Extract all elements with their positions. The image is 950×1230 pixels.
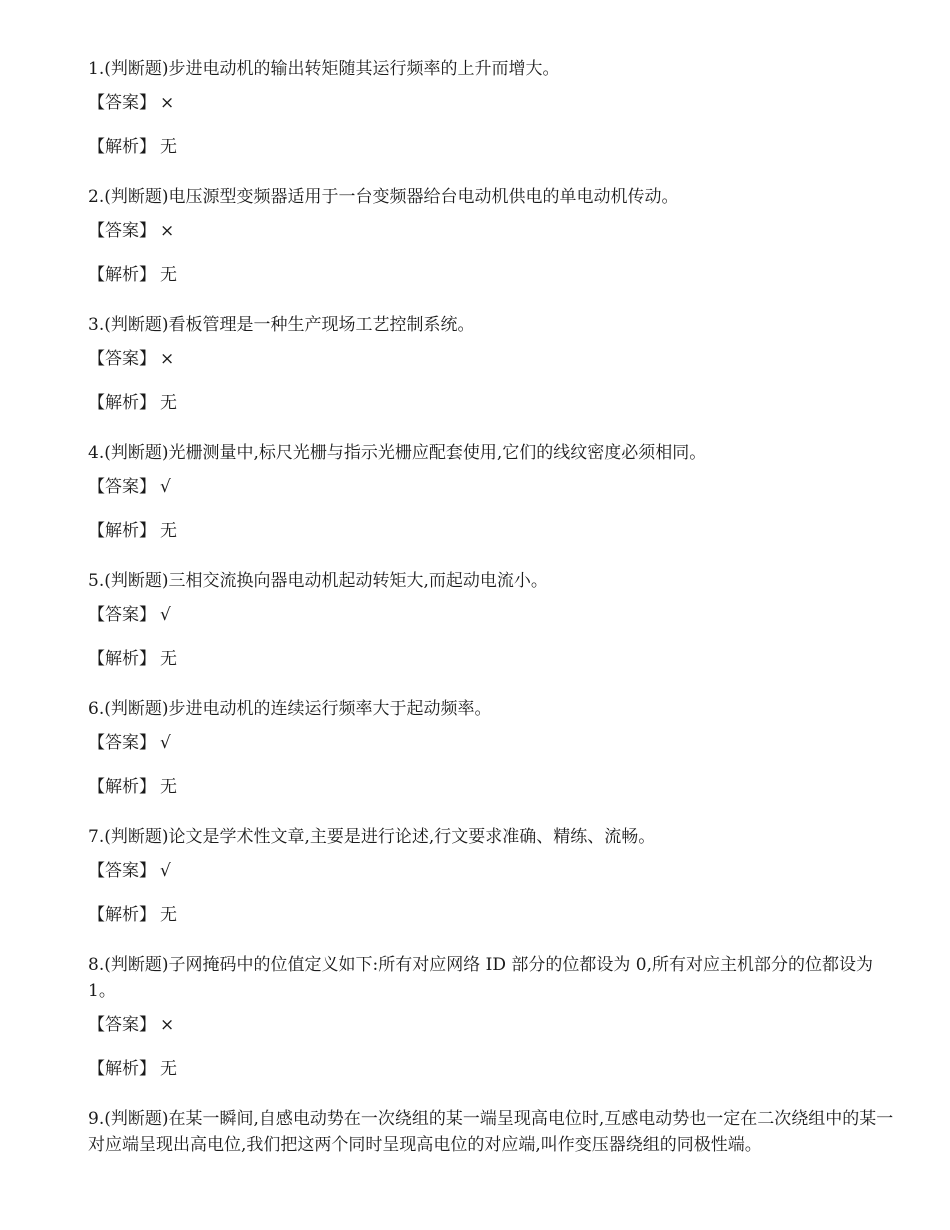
answer-value: × xyxy=(160,349,175,369)
analysis-label: 【解析】 xyxy=(88,1059,156,1079)
answer-label: 【答案】 xyxy=(88,477,156,497)
answer-label: 【答案】 xyxy=(88,349,156,369)
analysis-value: 无 xyxy=(160,777,177,797)
analysis-line xyxy=(88,262,894,288)
question-item xyxy=(88,568,894,672)
question-text: 3.(判断题)看板管理是一种生产现场工艺控制系统。 xyxy=(88,315,475,335)
analysis-label: 【解析】 xyxy=(88,393,156,413)
question-item xyxy=(88,1106,894,1158)
question-item xyxy=(88,696,894,800)
analysis-line xyxy=(88,134,894,160)
question-text: 4.(判断题)光栅测量中,标尺光栅与指示光栅应配套使用,它们的线纹密度必须相同。 xyxy=(88,443,707,463)
question-text: 1.(判断题)步进电动机的输出转矩随其运行频率的上升而增大。 xyxy=(88,59,560,79)
answer-value: × xyxy=(160,93,175,113)
answer-line xyxy=(88,858,894,884)
analysis-line xyxy=(88,646,894,672)
analysis-value: 无 xyxy=(160,649,177,669)
answer-label: 【答案】 xyxy=(88,93,156,113)
analysis-value: 无 xyxy=(160,265,177,285)
question-text: 6.(判断题)步进电动机的连续运行频率大于起动频率。 xyxy=(88,699,492,719)
question-item xyxy=(88,184,894,288)
analysis-line xyxy=(88,1056,894,1082)
analysis-label: 【解析】 xyxy=(88,521,156,541)
answer-value: √ xyxy=(160,733,171,753)
answer-label: 【答案】 xyxy=(88,221,156,241)
question-item xyxy=(88,952,894,1082)
answer-line xyxy=(88,474,894,500)
answer-line xyxy=(88,218,894,244)
analysis-value: 无 xyxy=(160,393,177,413)
question-item xyxy=(88,824,894,928)
analysis-label: 【解析】 xyxy=(88,905,156,925)
answer-line xyxy=(88,90,894,116)
answer-value: √ xyxy=(160,477,171,497)
question-item xyxy=(88,56,894,160)
analysis-value: 无 xyxy=(160,137,177,157)
analysis-line xyxy=(88,518,894,544)
question-text: 2.(判断题)电压源型变频器适用于一台变频器给台电动机供电的单电动机传动。 xyxy=(88,187,679,207)
analysis-line xyxy=(88,390,894,416)
question-text: 9.(判断题)在某一瞬间,自感电动势在一次绕组的某一端呈现高电位时,互感电动势也一定在二次绕组中的某一对应端呈现出高电位,我们把这两个同时呈现高电位的对应端,叫作变压器绕组的同极性端。 xyxy=(88,1109,894,1155)
answer-value: × xyxy=(160,1015,175,1035)
analysis-line xyxy=(88,774,894,800)
answer-label: 【答案】 xyxy=(88,1015,156,1035)
answer-value: √ xyxy=(160,861,171,881)
answer-line xyxy=(88,346,894,372)
analysis-label: 【解析】 xyxy=(88,137,156,157)
answer-line xyxy=(88,1012,894,1038)
question-item xyxy=(88,440,894,544)
answer-line xyxy=(88,730,894,756)
question-item xyxy=(88,312,894,416)
analysis-label: 【解析】 xyxy=(88,265,156,285)
analysis-value: 无 xyxy=(160,905,177,925)
answer-label: 【答案】 xyxy=(88,861,156,881)
analysis-label: 【解析】 xyxy=(88,649,156,669)
question-text: 5.(判断题)三相交流换向器电动机起动转矩大,而起动电流小。 xyxy=(88,571,548,591)
analysis-line xyxy=(88,902,894,928)
answer-value: √ xyxy=(160,605,171,625)
analysis-value: 无 xyxy=(160,521,177,541)
answer-line xyxy=(88,602,894,628)
analysis-label: 【解析】 xyxy=(88,777,156,797)
answer-label: 【答案】 xyxy=(88,733,156,753)
analysis-value: 无 xyxy=(160,1059,177,1079)
answer-label: 【答案】 xyxy=(88,605,156,625)
question-text: 7.(判断题)论文是学术性文章,主要是进行论述,行文要求准确、精练、流畅。 xyxy=(88,827,656,847)
question-text: 8.(判断题)子网掩码中的位值定义如下:所有对应网络 ID 部分的位都设为 0,所有对应主机部分的位都设为 1。 xyxy=(88,955,873,1001)
answer-value: × xyxy=(160,221,175,241)
